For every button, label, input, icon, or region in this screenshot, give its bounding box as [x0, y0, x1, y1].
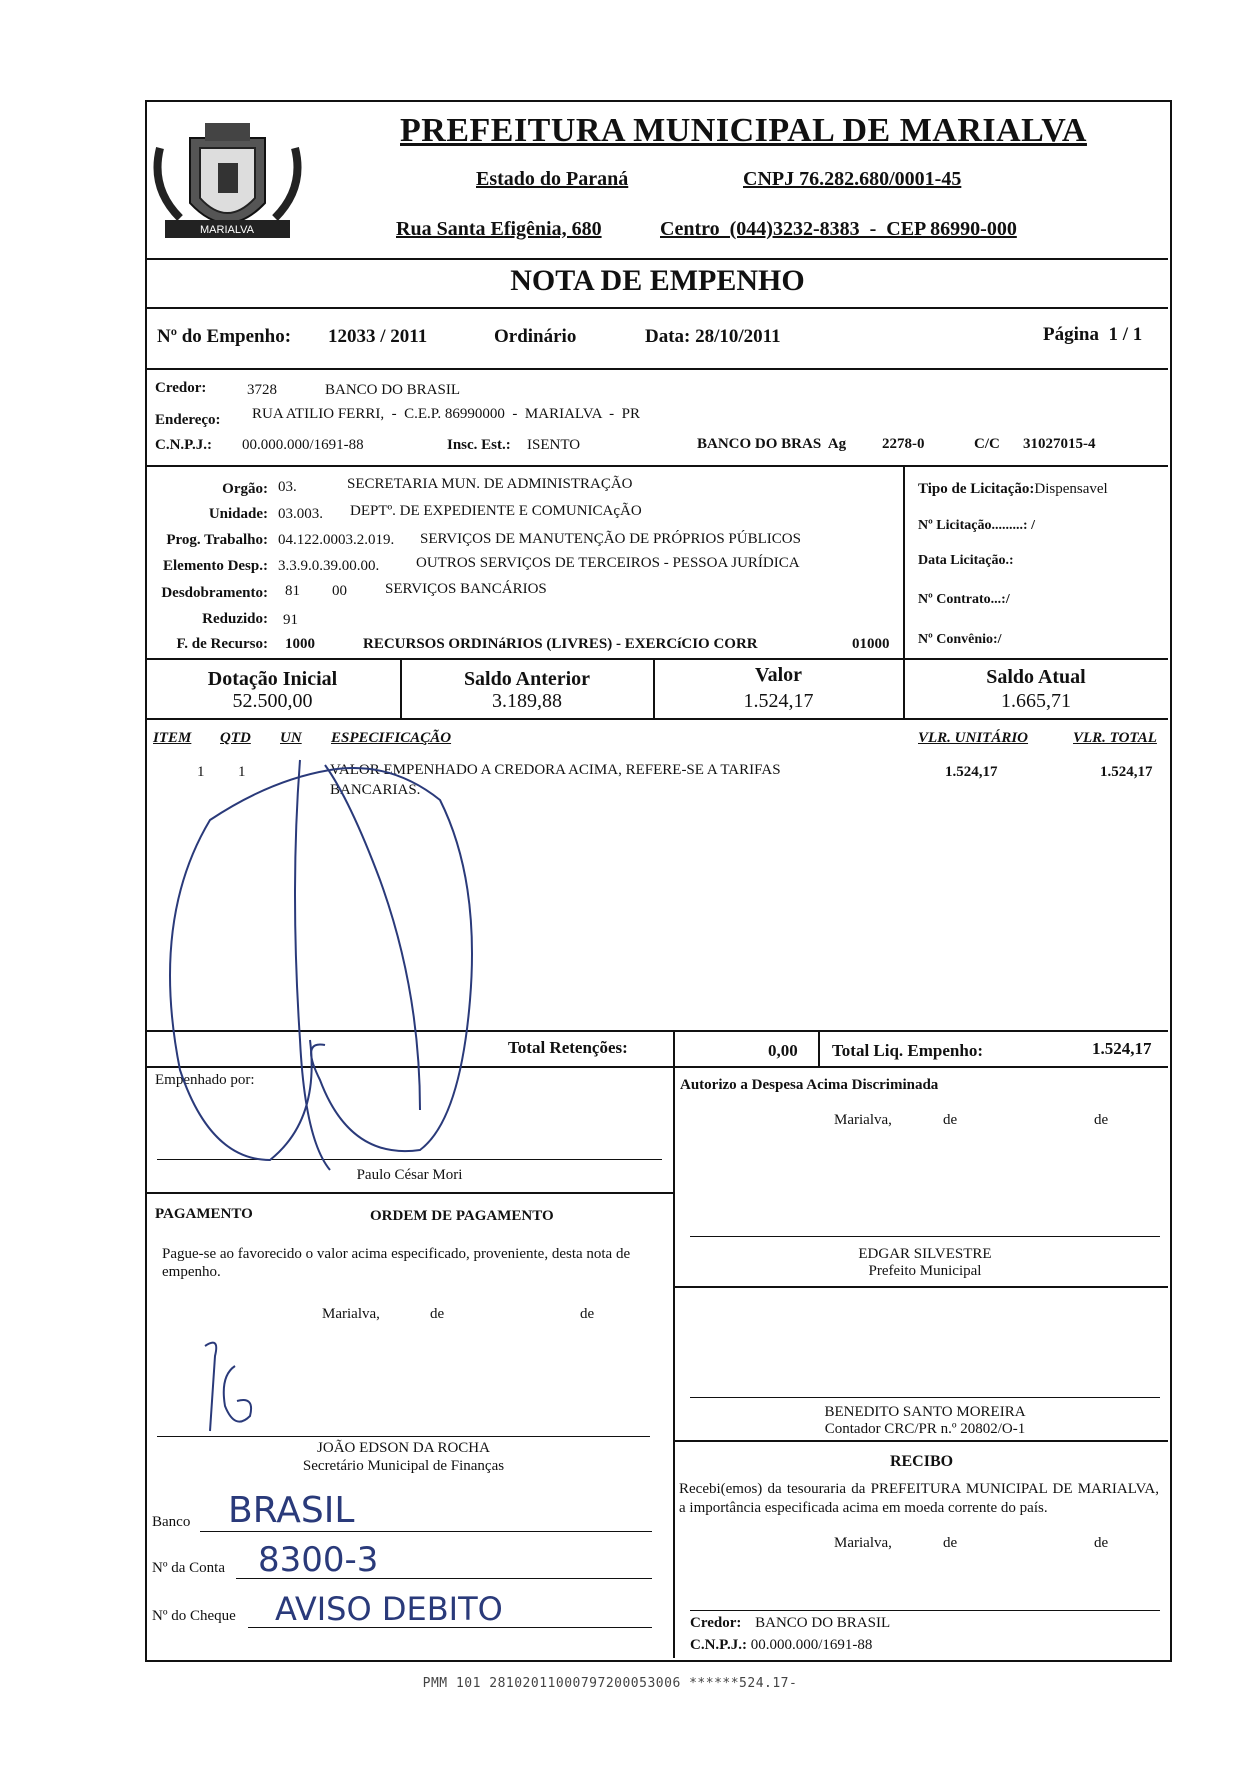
- prog-code: 04.122.0003.2.019.: [278, 532, 395, 548]
- empenho-number: 12033 / 2011: [328, 326, 428, 347]
- pagamento-text: Pague-se ao favorecido o valor acima especificado, proveniente, desta nota de empenho.: [162, 1246, 631, 1280]
- prefeito-name: EDGAR SILVESTRE: [858, 1246, 992, 1262]
- recurso-label: F. de Recurso:: [176, 636, 268, 652]
- recurso-code: 1000: [285, 636, 315, 652]
- divider: [673, 1286, 1168, 1288]
- endereco-value: RUA ATILIO FERRI, - C.E.P. 86990000 - MARIALVA - PR: [252, 406, 640, 422]
- orgao-desc: SECRETARIA MUN. DE ADMINISTRAÇÃO: [347, 476, 633, 492]
- autorizo-de2: de: [1094, 1112, 1109, 1128]
- empenho-label: Nº do Empenho:: [157, 326, 292, 347]
- recibo-cnpj: [690, 1637, 872, 1654]
- unidade-label: Unidade:: [208, 506, 268, 522]
- elemento-label: Elemento Desp.:: [163, 558, 268, 574]
- reduzido-label: Reduzido:: [202, 611, 268, 627]
- orgao-code: 03.: [278, 479, 297, 495]
- insc-value: ISENTO: [527, 437, 581, 453]
- org-name: PREFEITURA MUNICIPAL DE MARIALVA: [400, 112, 1087, 149]
- empenho-type: Ordinário: [494, 326, 577, 347]
- reduzido-value: 91: [283, 612, 298, 628]
- pagamento-place: Marialva,: [322, 1306, 380, 1322]
- divider: [147, 718, 1168, 720]
- secretario-role: Secretário Municipal de Finanças: [302, 1458, 505, 1474]
- liq-empenho-label: Total Liq. Empenho:: [832, 1041, 983, 1060]
- item-unit-value: 1.524,17: [945, 764, 998, 780]
- divider: [147, 307, 1168, 309]
- empenhado-signer: Paulo César Mori: [356, 1167, 463, 1183]
- credor-code: 3728: [247, 382, 277, 398]
- divider: [147, 368, 1168, 370]
- divider: [673, 1440, 1168, 1442]
- divider: [903, 658, 905, 718]
- saldo-anterior-label: Saldo Anterior: [463, 668, 591, 690]
- convenio-number: Nº Convênio:/: [918, 632, 1002, 647]
- item-total-value: 1.524,17: [1100, 764, 1153, 780]
- desdobramento-desc: SERVIÇOS BANCÁRIOS: [385, 581, 547, 597]
- municipal-crest: [150, 108, 305, 258]
- cheque-handwritten: AVISO DEBITO: [275, 1590, 503, 1628]
- banco-line: [200, 1531, 652, 1532]
- recibo-cnpj-label: C.N.P.J.:: [690, 1637, 747, 1653]
- document-title: NOTA DE EMPENHO: [510, 264, 805, 297]
- dotacao-label: Dotação Inicial: [207, 668, 338, 690]
- licitacao-type-label: Tipo de Licitação:: [918, 481, 1035, 497]
- recibo-cnpj-value: 00.000.000/1691-88: [750, 1637, 873, 1653]
- cc-label: C/C: [974, 436, 1000, 452]
- divider: [147, 258, 1168, 260]
- item-spec-line2: BANCARIAS.: [330, 782, 421, 798]
- secretario-name: JOÃO EDSON DA ROCHA: [317, 1440, 490, 1456]
- pagamento-de1: de: [430, 1306, 445, 1322]
- col-un: UN: [280, 730, 302, 746]
- bank-agency: 2278-0: [882, 436, 925, 452]
- signature-line: [690, 1610, 1160, 1611]
- licitacao-type: [918, 481, 1108, 498]
- signature-line: [690, 1397, 1160, 1398]
- licitacao-type-value: Dispensavel: [1034, 481, 1108, 497]
- credor-name: BANCO DO BRASIL: [325, 382, 461, 398]
- empenhado-label: Empenhado por:: [155, 1072, 255, 1088]
- col-total-value: VLR. TOTAL: [1073, 730, 1157, 746]
- liq-empenho-value: 1.524,17: [1092, 1039, 1152, 1058]
- cc-value: 31027015-4: [1023, 436, 1096, 452]
- insc-label: Insc. Est.:: [447, 437, 511, 453]
- valor-value: 1.524,17: [743, 690, 814, 712]
- desdobramento-code: 81: [285, 583, 300, 599]
- recibo-text: Recebi(emos) da tesouraria da PREFEITURA MUNICIPAL DE MARIALVA, a importância especificada acima em moeda corrente do país.: [679, 1481, 1159, 1516]
- autorizo-label: Autorizo a Despesa Acima Discriminada: [680, 1077, 939, 1093]
- cnpj-value: 00.000.000/1691-88: [242, 437, 364, 453]
- cheque-label: Nº do Cheque: [152, 1608, 236, 1624]
- valor-label: Valor: [754, 664, 803, 686]
- divider: [673, 1286, 675, 1658]
- pagamento-de2: de: [580, 1306, 595, 1322]
- licitacao-date: Data Licitação.:: [918, 553, 1014, 568]
- prog-label: Prog. Trabalho:: [166, 532, 268, 548]
- col-unit-value: VLR. UNITÁRIO: [918, 730, 1029, 746]
- conta-handwritten: 8300-3: [258, 1540, 379, 1580]
- handwritten-signature: [150, 740, 680, 1180]
- prog-desc: SERVIÇOS DE MANUTENÇÃO DE PRÓPRIOS PÚBLICOS: [420, 531, 801, 547]
- contrato-number: Nº Contrato...:/: [918, 592, 1010, 607]
- orgao-label: Orgão:: [222, 481, 268, 497]
- recibo-de2: de: [1094, 1535, 1109, 1551]
- dotacao-value: 52.500,00: [232, 690, 313, 712]
- elemento-desc: OUTROS SERVIÇOS DE TERCEIROS - PESSOA JURÍDICA: [416, 555, 800, 571]
- col-spec: ESPECIFICAÇÃO: [331, 730, 452, 746]
- recibo-de1: de: [943, 1535, 958, 1551]
- header-address: Rua Santa Efigênia, 680: [396, 218, 602, 240]
- divider: [400, 658, 402, 718]
- item-spec-line1: VALOR EMPENHADO A CREDORA ACIMA, REFERE-SE A TARIFAS: [330, 762, 781, 778]
- autorizo-de1: de: [943, 1112, 958, 1128]
- recibo-place: Marialva,: [834, 1535, 892, 1551]
- divider: [147, 658, 1168, 660]
- page-number: Página 1 / 1: [1043, 324, 1143, 345]
- header-contact: Centro (044)3232-8383 - CEP 86990-000: [660, 218, 1017, 240]
- pagamento-label: PAGAMENTO: [155, 1206, 253, 1222]
- retencoes-value: 0,00: [768, 1041, 798, 1060]
- desdobramento-code2: 00: [332, 583, 347, 599]
- col-item: ITEM: [153, 730, 192, 746]
- state-name: Estado do Paraná: [476, 168, 629, 190]
- credor-label: Credor:: [155, 380, 207, 396]
- saldo-anterior-value: 3.189,88: [492, 690, 562, 712]
- retencoes-label: Total Retenções:: [508, 1038, 628, 1057]
- bank-name: BANCO DO BRAS Ag: [697, 436, 847, 452]
- elemento-code: 3.3.9.0.39.00.00.: [278, 558, 380, 574]
- contador-role: Contador CRC/PR n.º 20802/O-1: [824, 1421, 1026, 1437]
- signature-line: [690, 1236, 1160, 1237]
- item-qtd: 1: [238, 764, 246, 780]
- autorizo-place: Marialva,: [834, 1112, 892, 1128]
- saldo-atual-label: Saldo Atual: [986, 666, 1086, 688]
- endereco-label: Endereço:: [155, 412, 221, 428]
- divider: [818, 1030, 820, 1066]
- crest-text: MARIALVA: [200, 224, 254, 236]
- desdobramento-label: Desdobramento:: [161, 585, 268, 601]
- recurso-desc: RECURSOS ORDINáRIOS (LIVRES) - EXERCíCIO CORR: [363, 636, 758, 652]
- conta-label: Nº da Conta: [152, 1560, 225, 1576]
- cnpj-label: C.N.P.J.:: [155, 437, 212, 453]
- saldo-atual-value: 1.665,71: [1001, 690, 1071, 712]
- recibo-label: RECIBO: [889, 1453, 954, 1470]
- licitacao-number: Nº Licitação.........: /: [918, 518, 1035, 533]
- recibo-credor-label: Credor:: [690, 1615, 742, 1631]
- contador-name: BENEDITO SANTO MOREIRA: [824, 1404, 1026, 1420]
- recibo-credor-value: BANCO DO BRASIL: [755, 1615, 891, 1631]
- signature-line: [157, 1436, 650, 1437]
- divider: [147, 1192, 673, 1194]
- col-qtd: QTD: [220, 730, 251, 746]
- banco-handwritten: BRASIL: [228, 1490, 355, 1531]
- handwritten-initials: [195, 1336, 265, 1436]
- recibo-credor: [690, 1615, 890, 1632]
- divider: [653, 658, 655, 718]
- recurso-number: 01000: [852, 636, 890, 652]
- divider: [903, 466, 905, 658]
- unidade-desc: DEPTº. DE EXPEDIENTE E COMUNICAçÃO: [350, 503, 642, 519]
- ordem-pagamento-label: ORDEM DE PAGAMENTO: [370, 1208, 554, 1224]
- header-cnpj: CNPJ 76.282.680/0001-45: [743, 168, 962, 190]
- prefeito-role: Prefeito Municipal: [868, 1263, 982, 1279]
- item-number: 1: [197, 764, 205, 780]
- footer-code: PMM 101 28102011000797200053006 ******524.17-: [422, 1676, 798, 1691]
- empenho-date: Data: 28/10/2011: [645, 326, 781, 347]
- divider: [147, 465, 1168, 467]
- banco-label: Banco: [152, 1514, 191, 1530]
- unidade-code: 03.003.: [278, 506, 323, 522]
